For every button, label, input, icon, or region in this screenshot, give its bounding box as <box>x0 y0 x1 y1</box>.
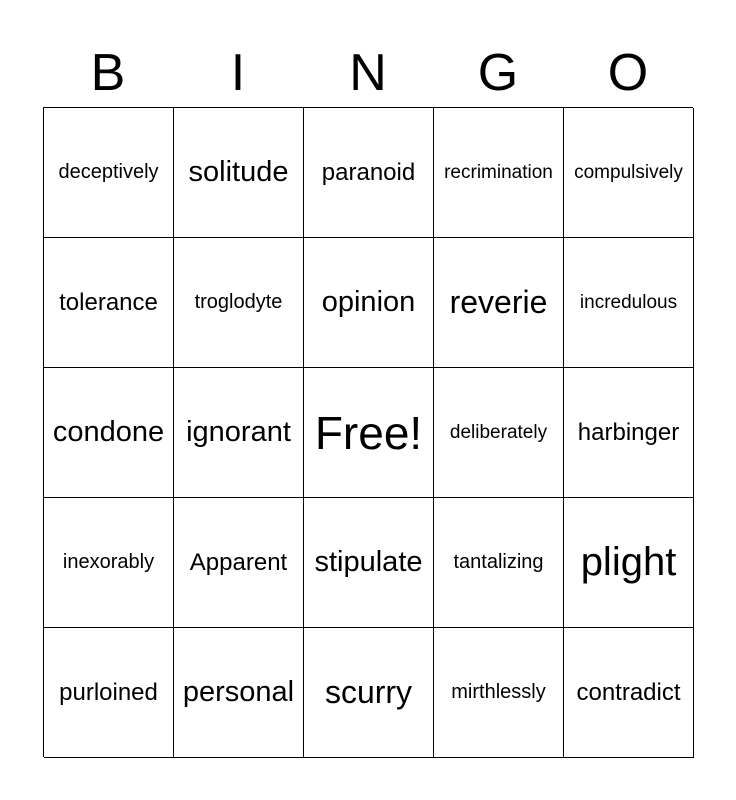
bingo-cell-free[interactable]: Free! <box>304 368 434 498</box>
header-letter-i: I <box>230 44 246 102</box>
bingo-cell-r2-c3[interactable]: opinion <box>304 238 434 368</box>
bingo-cell-r2-c4[interactable]: reverie <box>434 238 564 368</box>
bingo-cell-r5-c5[interactable]: contradict <box>564 628 694 758</box>
bingo-cell-r5-c4[interactable]: mirthlessly <box>434 628 564 758</box>
bingo-cell-r4-c2[interactable]: Apparent <box>174 498 304 628</box>
bingo-cell-r4-c5[interactable]: plight <box>564 498 694 628</box>
bingo-cell-r5-c2[interactable]: personal <box>174 628 304 758</box>
bingo-board <box>43 107 693 757</box>
bingo-cell-r2-c5[interactable]: incredulous <box>564 238 694 368</box>
bingo-cell-r1-c1[interactable]: deceptively <box>44 108 174 238</box>
bingo-cell-r3-c1[interactable]: condone <box>44 368 174 498</box>
bingo-cell-r1-c2[interactable]: solitude <box>174 108 304 238</box>
header-letter-o: O <box>607 44 649 102</box>
bingo-cell-r5-c1[interactable]: purloined <box>44 628 174 758</box>
header-letter-g: G <box>477 44 519 102</box>
bingo-cell-r2-c2[interactable]: troglodyte <box>174 238 304 368</box>
bingo-cell-r1-c5[interactable]: compulsively <box>564 108 694 238</box>
header-letter-n: N <box>349 44 387 102</box>
header-letter-b: B <box>90 44 126 102</box>
bingo-cell-r3-c4[interactable]: deliberately <box>434 368 564 498</box>
bingo-cell-r1-c3[interactable]: paranoid <box>304 108 434 238</box>
bingo-cell-r2-c1[interactable]: tolerance <box>44 238 174 368</box>
bingo-cell-r4-c3[interactable]: stipulate <box>304 498 434 628</box>
bingo-cell-r1-c4[interactable]: recrimination <box>434 108 564 238</box>
bingo-cell-r3-c5[interactable]: harbinger <box>564 368 694 498</box>
bingo-cell-r5-c3[interactable]: scurry <box>304 628 434 758</box>
bingo-header <box>43 40 693 106</box>
bingo-cell-r3-c2[interactable]: ignorant <box>174 368 304 498</box>
bingo-cell-r4-c4[interactable]: tantalizing <box>434 498 564 628</box>
bingo-cell-r4-c1[interactable]: inexorably <box>44 498 174 628</box>
